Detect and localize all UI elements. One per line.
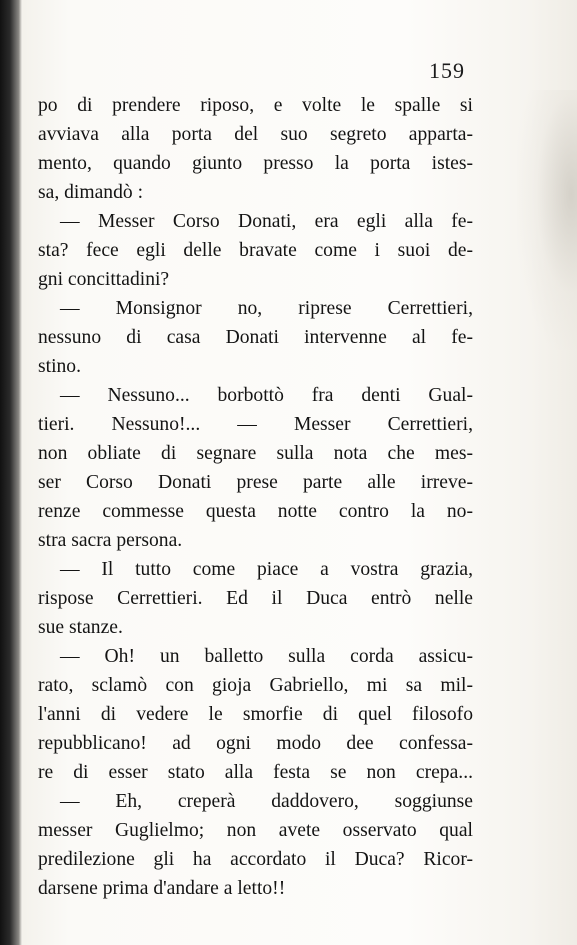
book-binding-edge [0,0,22,945]
text-line: rispose Cerrettieri. Ed il Duca entrò nelle [38,588,473,609]
text-line: sue stanze. [38,617,123,638]
text-line: — Monsignor no, riprese Cerrettieri, [60,298,473,319]
page-text [38,91,473,903]
text-line: rato, sclamò con gioja Gabriello, mi sa mil- [38,675,473,696]
text-line: — Nessuno... borbottò fra denti Gual- [60,385,473,406]
text-line: messer Guglielmo; non avete osservato qual [38,820,473,841]
text-line: darsene prima d'andare a letto!! [38,878,286,899]
text-line: — Eh, creperà daddovero, soggiunse [60,791,473,812]
text-line: sa, dimandò : [38,182,144,203]
text-line: stino. [38,356,82,377]
text-line: — Il tutto come piace a vostra grazia, [60,559,473,580]
text-line: avviava alla porta del suo segreto apparta- [38,124,473,145]
text-line: tieri. Nessuno!... — Messer Cerrettieri, [38,414,473,435]
paper-stain [517,90,577,350]
text-line: sta? fece egli delle bravate come i suoi de- [38,240,473,261]
text-line: mento, quando giunto presso la porta istes- [38,153,473,174]
text-line: repubblicano! ad ogni modo dee confessa- [38,733,473,754]
text-line: re di esser stato alla festa se non crepa... [38,762,473,783]
text-line: — Messer Corso Donati, era egli alla fe- [60,211,473,232]
page-number: 159 [429,58,465,83]
text-line: — Oh! un balletto sulla corda assicu- [60,646,473,667]
text-line: po di prendere riposo, e volte le spalle si [38,95,473,116]
text-line: non obliate di segnare sulla nota che mes- [38,443,473,464]
text-line: ser Corso Donati prese parte alle irreve- [38,472,473,493]
text-line: renze commesse questa notte contro la no- [38,501,473,522]
text-line: gni concittadini? [38,269,170,290]
text-line: predilezione gli ha accordato il Duca? Ricor- [38,849,473,870]
text-line: stra sacra persona. [38,530,183,551]
text-line: nessuno di casa Donati intervenne al fe- [38,327,473,348]
text-line: l'anni di vedere le smorfie di quel filosofo [38,704,473,725]
